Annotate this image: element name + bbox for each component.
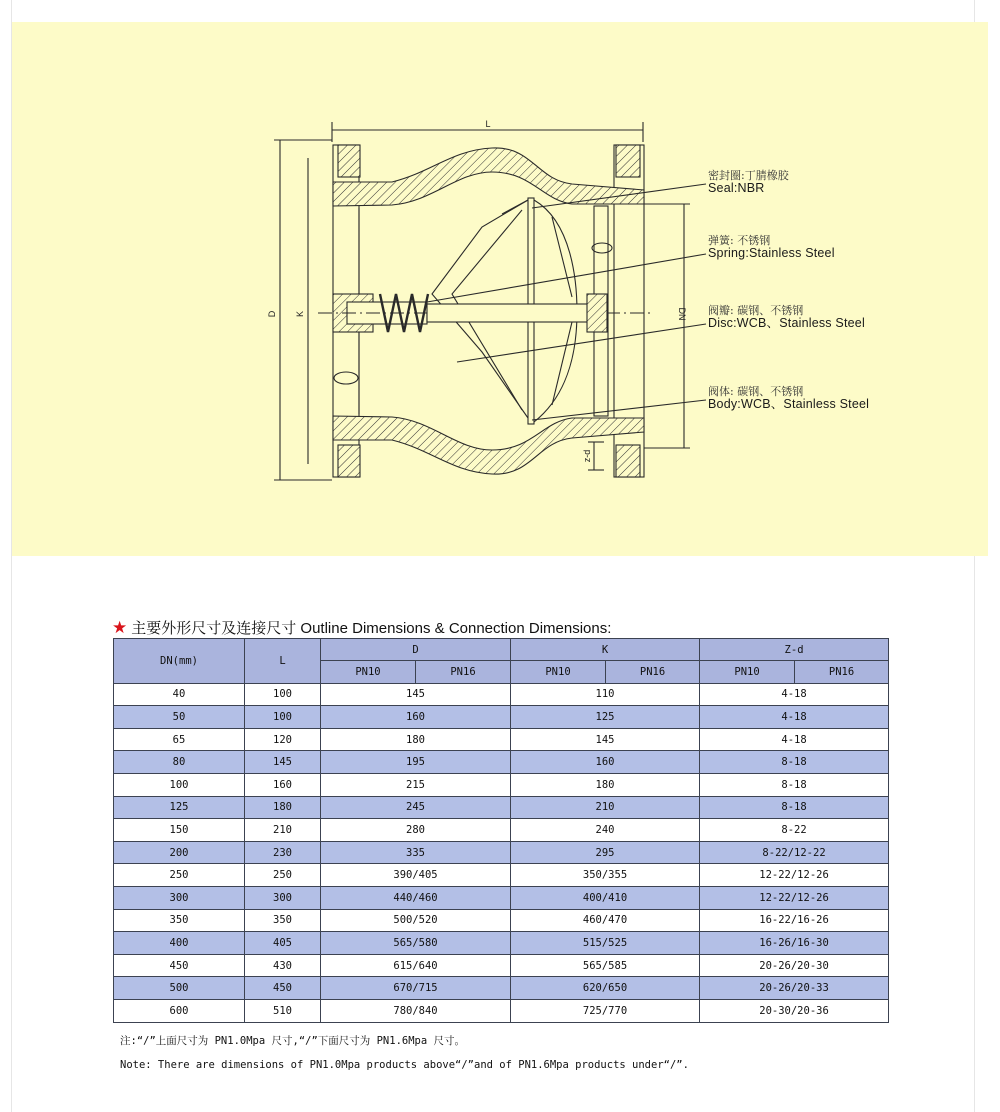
cell-k: 350/355 (511, 864, 700, 887)
cell-dn: 40 (114, 683, 245, 706)
dim-label-k: K (295, 310, 305, 318)
cell-l: 250 (245, 864, 321, 887)
callout-spring-cn: 弹簧: 不锈钢 (708, 234, 771, 247)
callout-disc-cn: 阀瓣: 碳钢、不锈钢 (708, 304, 804, 317)
cell-zd: 12-22/12-26 (700, 886, 889, 909)
table-header-row (114, 639, 889, 661)
table-row (114, 841, 889, 864)
header-d-pn10: PN10 (321, 661, 416, 684)
table-row (114, 864, 889, 887)
cell-l: 300 (245, 886, 321, 909)
cell-l: 100 (245, 683, 321, 706)
cell-zd: 8-18 (700, 773, 889, 796)
header-l: L (245, 639, 321, 684)
callout-body-en: Body:WCB、Stainless Steel (708, 397, 870, 411)
cell-l: 350 (245, 909, 321, 932)
cell-l: 210 (245, 819, 321, 842)
callout-disc (708, 304, 865, 330)
cell-d: 440/460 (321, 886, 511, 909)
header-dn: DN(mm) (114, 639, 245, 684)
cell-d: 195 (321, 751, 511, 774)
dim-label-d: D (267, 310, 277, 318)
cell-k: 620/650 (511, 977, 700, 1000)
header-k: K (511, 639, 700, 661)
cell-dn: 500 (114, 977, 245, 1000)
cell-zd: 4-18 (700, 728, 889, 751)
cell-dn: 250 (114, 864, 245, 887)
cell-k: 295 (511, 841, 700, 864)
star-icon: ★ (112, 618, 128, 637)
cell-zd: 12-22/12-26 (700, 864, 889, 887)
cell-k: 240 (511, 819, 700, 842)
drawing-panel (12, 22, 988, 556)
cell-l: 405 (245, 932, 321, 955)
note-chinese: 注:“/”上面尺寸为 PN1.0Mpa 尺寸,“/”下面尺寸为 PN1.6Mpa 尺寸。 (120, 1035, 466, 1047)
callout-spring (708, 234, 835, 260)
cell-k: 725/770 (511, 999, 700, 1022)
cell-d: 215 (321, 773, 511, 796)
cell-k: 110 (511, 683, 700, 706)
cell-d: 180 (321, 728, 511, 751)
table-row (114, 999, 889, 1022)
cell-d: 670/715 (321, 977, 511, 1000)
cell-dn: 400 (114, 932, 245, 955)
header-zd: Z-d (700, 639, 889, 661)
cell-dn: 80 (114, 751, 245, 774)
cell-zd: 16-26/16-30 (700, 932, 889, 955)
cell-d: 780/840 (321, 999, 511, 1022)
cell-zd: 20-26/20-33 (700, 977, 889, 1000)
cell-k: 145 (511, 728, 700, 751)
cell-k: 515/525 (511, 932, 700, 955)
cell-d: 160 (321, 706, 511, 729)
header-zd-pn16: PN16 (795, 661, 889, 684)
cell-zd: 8-22/12-22 (700, 841, 889, 864)
cell-k: 400/410 (511, 886, 700, 909)
table-row (114, 886, 889, 909)
cell-l: 160 (245, 773, 321, 796)
callout-disc-en: Disc:WCB、Stainless Steel (708, 316, 865, 330)
cell-dn: 125 (114, 796, 245, 819)
cell-d: 280 (321, 819, 511, 842)
dimensions-table (113, 638, 889, 1023)
header-k-pn10: PN10 (511, 661, 606, 684)
callout-seal-cn: 密封圈:丁腈橡胶 (708, 169, 789, 182)
table-row (114, 728, 889, 751)
cell-l: 430 (245, 954, 321, 977)
cell-k: 565/585 (511, 954, 700, 977)
cell-l: 450 (245, 977, 321, 1000)
note-english: Note: There are dimensions of PN1.0Mpa products above“/”and of PN1.6Mpa products under“/”. (120, 1059, 689, 1071)
cell-k: 460/470 (511, 909, 700, 932)
dim-label-zd: z-d (582, 449, 592, 463)
table-row (114, 909, 889, 932)
dim-label-l: L (485, 119, 491, 129)
cell-zd: 4-18 (700, 683, 889, 706)
table-row (114, 932, 889, 955)
cell-zd: 8-18 (700, 751, 889, 774)
cell-l: 145 (245, 751, 321, 774)
cell-zd: 16-22/16-26 (700, 909, 889, 932)
table-row (114, 683, 889, 706)
cell-d: 500/520 (321, 909, 511, 932)
cell-l: 120 (245, 728, 321, 751)
cell-dn: 350 (114, 909, 245, 932)
cell-dn: 50 (114, 706, 245, 729)
cell-d: 335 (321, 841, 511, 864)
section-heading (112, 617, 611, 638)
cell-dn: 150 (114, 819, 245, 842)
header-k-pn16: PN16 (606, 661, 700, 684)
cell-d: 245 (321, 796, 511, 819)
table-row (114, 796, 889, 819)
table-row (114, 819, 889, 842)
cell-d: 145 (321, 683, 511, 706)
section-title: 主要外形尺寸及连接尺寸 Outline Dimensions & Connection Dimensions: (131, 620, 612, 637)
table-row (114, 773, 889, 796)
table-row (114, 751, 889, 774)
cell-dn: 200 (114, 841, 245, 864)
header-d-pn16: PN16 (416, 661, 511, 684)
header-zd-pn10: PN10 (700, 661, 795, 684)
callout-body (708, 385, 869, 411)
table-row (114, 706, 889, 729)
cell-zd: 20-26/20-30 (700, 954, 889, 977)
cell-d: 390/405 (321, 864, 511, 887)
cell-l: 510 (245, 999, 321, 1022)
cell-l: 100 (245, 706, 321, 729)
cell-k: 210 (511, 796, 700, 819)
cell-zd: 4-18 (700, 706, 889, 729)
cell-k: 160 (511, 751, 700, 774)
cell-dn: 600 (114, 999, 245, 1022)
callout-body-cn: 阀体: 碳钢、不锈钢 (708, 385, 804, 398)
cell-dn: 300 (114, 886, 245, 909)
header-d: D (321, 639, 511, 661)
valve-cross-section-drawing (12, 22, 988, 556)
callout-seal (708, 169, 789, 195)
callout-spring-en: Spring:Stainless Steel (708, 246, 835, 260)
cell-k: 180 (511, 773, 700, 796)
cell-k: 125 (511, 706, 700, 729)
cell-l: 230 (245, 841, 321, 864)
table-row (114, 954, 889, 977)
cell-zd: 20-30/20-36 (700, 999, 889, 1022)
cell-zd: 8-22 (700, 819, 889, 842)
cell-d: 615/640 (321, 954, 511, 977)
cell-zd: 8-18 (700, 796, 889, 819)
table-row (114, 977, 889, 1000)
cell-dn: 100 (114, 773, 245, 796)
cell-dn: 65 (114, 728, 245, 751)
dim-label-dn: DN (677, 307, 687, 321)
cell-dn: 450 (114, 954, 245, 977)
cell-l: 180 (245, 796, 321, 819)
cell-d: 565/580 (321, 932, 511, 955)
callout-seal-en: Seal:NBR (708, 181, 765, 195)
